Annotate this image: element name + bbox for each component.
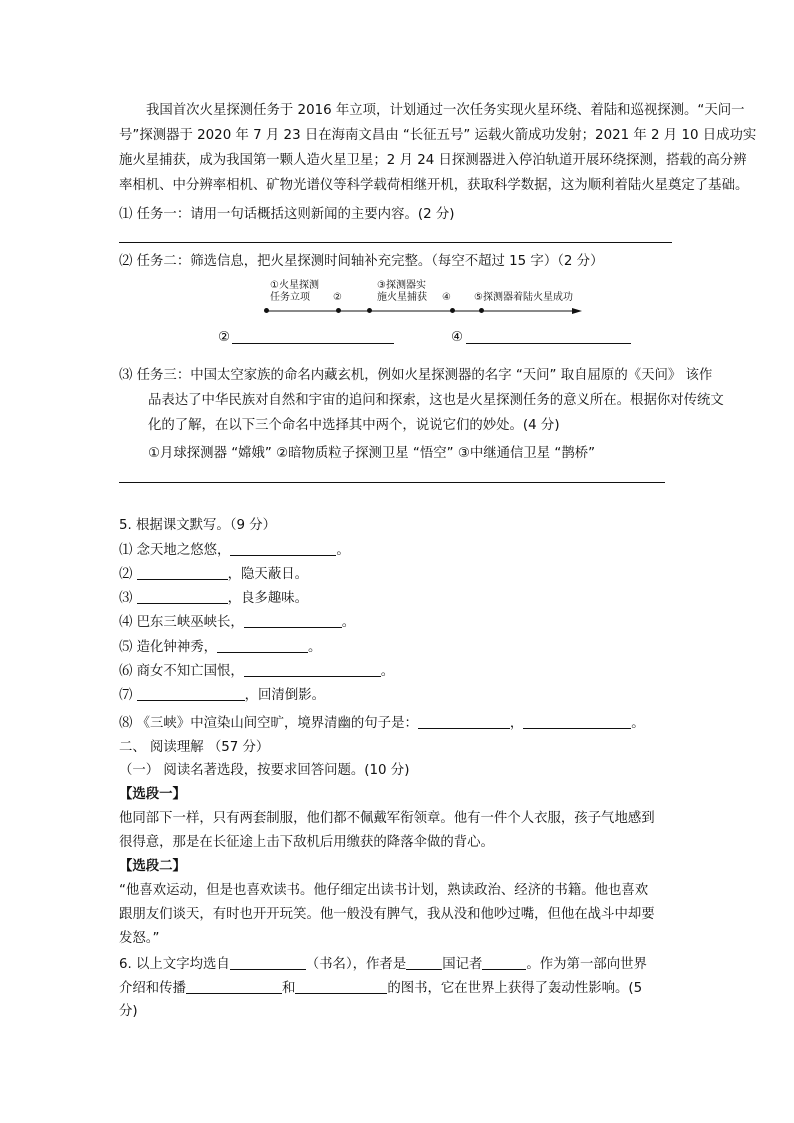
excerpt1-line-1: 他同部下一样，只有两套制服，他们都不佩戴军衔领章。他有一件个人衣服，孩子气地感到	[119, 811, 655, 826]
passage-line-4: 率相机、中分辨率相机、矿物光谱仪等科学载荷相继开机，获取科学数据，这为顺利着陆火星奠定了基础。	[119, 178, 749, 193]
q5-item-6-blank[interactable]	[244, 664, 381, 677]
q5-item-2	[119, 567, 308, 581]
excerpt2-title: 【选段二】	[119, 859, 186, 874]
q5-item-7	[119, 688, 325, 702]
task3-answer-line[interactable]	[119, 482, 665, 483]
timeline-arrow	[262, 303, 584, 319]
q5-item-3-pre: ⑶	[119, 591, 137, 606]
q6-line2-mid: 和	[281, 981, 296, 996]
q5-item-5-pre: ⑸ 造化钟神秀，	[119, 640, 217, 655]
q6-mid1: （书名），作者是	[305, 957, 407, 972]
q5-item-8-post: 。	[631, 716, 645, 731]
task2-blank-4[interactable]	[466, 343, 631, 344]
q5-item-4-pre: ⑷ 巴东三峡巫峡长，	[119, 615, 244, 630]
q6-line-1	[119, 957, 647, 971]
q5-item-5-post: 。	[308, 640, 322, 655]
section2-title: 二、 阅读理解 （57 分）	[119, 740, 270, 755]
q6-line2-post: 的图书，它在世界上获得了轰动性影响。(5	[387, 981, 643, 996]
q5-item-7-pre: ⑺	[119, 688, 137, 703]
q6-mid2: 国记者	[442, 957, 483, 972]
passage-line-3: 施火星捕获，成为我国第一颗人造火星卫星；2 月 24 日探测器进入停泊轨道开展环绕探测，搭载的高分辨	[119, 153, 747, 168]
excerpt1-title: 【选段一】	[119, 787, 186, 802]
q6-line-2	[119, 981, 642, 995]
timeline-label-3a: ③探测器实	[377, 280, 426, 291]
q5-item-7-post: ，回清倒影。	[244, 688, 325, 703]
q5-item-3	[119, 591, 308, 605]
timeline-dot-1	[264, 308, 269, 313]
q6-blank-2[interactable]	[295, 981, 387, 994]
excerpt2-line-3: 发怒。”	[119, 931, 160, 946]
q6-blank-1[interactable]	[186, 981, 282, 994]
q6-mid3: 。作为第一部向世界	[526, 957, 647, 972]
q5-item-8	[119, 716, 645, 730]
q5-item-1-post: 。	[336, 543, 350, 558]
excerpt2-line-1: “他喜欢运动，但是也喜欢读书。他仔细定出读书计划，熟读政治、经济的书籍。他也喜欢	[119, 883, 649, 898]
q6-line-3: 分)	[119, 1004, 138, 1019]
q5-item-4-post: 。	[341, 615, 356, 630]
q5-item-7-blank[interactable]	[137, 688, 245, 701]
q6-pre: 6. 以上文字均选自	[119, 957, 230, 972]
timeline-dot-2	[336, 308, 341, 313]
task2-blank-2[interactable]	[232, 343, 394, 344]
task3-line-3: 化的了解，在以下三个命名中选择其中两个，说说它们的妙处。(4 分)	[148, 418, 560, 433]
timeline-label-1a: ①火星探测	[270, 280, 319, 291]
timeline-label-3b: 施火星捕获	[377, 292, 427, 303]
q5-item-2-pre: ⑵	[119, 567, 137, 582]
q5-title: 5. 根据课文默写。（9 分）	[119, 518, 277, 533]
timeline-dot-5	[479, 308, 484, 313]
timeline-dot-4	[450, 308, 455, 313]
q5-item-8-mid: ，	[509, 716, 524, 731]
excerpt2-line-2: 跟朋友们谈天，有时也开开玩笑。他一般没有脾气，我从没和他吵过嘴，但他在战斗中却要	[119, 907, 655, 922]
task2-question: ⑵ 任务二：筛选信息，把火星探测时间轴补充完整。（每空不超过 15 字）（2 分）	[119, 254, 604, 269]
q5-item-5	[119, 640, 321, 654]
q5-item-6	[119, 664, 394, 678]
timeline-label-1b: 任务立项	[270, 292, 310, 303]
q5-item-6-post: 。	[380, 664, 395, 679]
task3-options: ①月球探测器 “嫦娥” ②暗物质粒子探测卫星 “悟空” ③中继通信卫星 “鹊桥”	[148, 446, 596, 461]
task2-blank-2-label: ②	[218, 330, 231, 345]
passage-line-1: 我国首次火星探测任务于 2016 年立项，计划通过一次任务实现火星环绕、着陆和巡视探测。“天问一	[146, 103, 745, 118]
task1-answer-line[interactable]	[119, 242, 672, 243]
q5-item-1-pre: ⑴ 念天地之悠悠，	[119, 543, 231, 558]
timeline-dot-3	[367, 308, 372, 313]
q6-line2-pre: 介绍和传播	[119, 981, 186, 996]
q6-blank-author[interactable]	[482, 957, 526, 970]
timeline-label-4: ④	[442, 292, 451, 303]
section2-subtitle: （一） 阅读名著选段，按要求回答问题。(10 分)	[119, 763, 410, 778]
q5-item-8-pre: ⑻ 《三峡》中渲染山间空旷，境界清幽的句子是：	[119, 716, 418, 731]
q5-item-8-blank-1[interactable]	[418, 716, 510, 729]
passage-line-2: 号”探测器于 2020 年 7 月 23 日在海南文昌由 “长征五号” 运载火箭成功发射；2021 年 2 月 10 日成功实	[119, 128, 757, 143]
q5-item-1-blank[interactable]	[230, 543, 336, 556]
q5-item-4-blank[interactable]	[244, 615, 342, 628]
task3-line-2: 品表达了中华民族对自然和宇宙的追问和探索，这也是火星探测任务的意义所在。根据你对传统文	[148, 393, 724, 408]
q5-item-8-blank-2[interactable]	[523, 716, 631, 729]
q5-item-2-blank[interactable]	[137, 567, 228, 580]
q5-item-1	[119, 543, 350, 557]
q6-blank-book[interactable]	[230, 957, 306, 970]
q6-blank-country[interactable]	[406, 957, 442, 970]
timeline-label-2: ②	[333, 292, 342, 303]
task2-blank-4-label: ④	[451, 330, 464, 345]
q5-item-5-blank[interactable]	[217, 640, 308, 653]
q5-item-2-post: ，隐天蔽日。	[227, 567, 308, 582]
timeline-label-5: ⑤探测器着陆火星成功	[474, 292, 573, 303]
task1-question: ⑴ 任务一：请用一句话概括这则新闻的主要内容。(2 分)	[119, 207, 455, 222]
task3-line-1: ⑶ 任务三：中国太空家族的命名内藏玄机，例如火星探测器的名字 “天问” 取自屈原的《天问》 该作	[119, 368, 713, 383]
excerpt1-line-2: 很得意，那是在长征途上击下敌机后用缴获的降落伞做的背心。	[119, 835, 494, 850]
q5-item-4	[119, 615, 355, 629]
q5-item-6-pre: ⑹ 商女不知亡国恨，	[119, 664, 244, 679]
q5-item-3-blank[interactable]	[137, 591, 228, 604]
q5-item-3-post: ，良多趣味。	[227, 591, 308, 606]
